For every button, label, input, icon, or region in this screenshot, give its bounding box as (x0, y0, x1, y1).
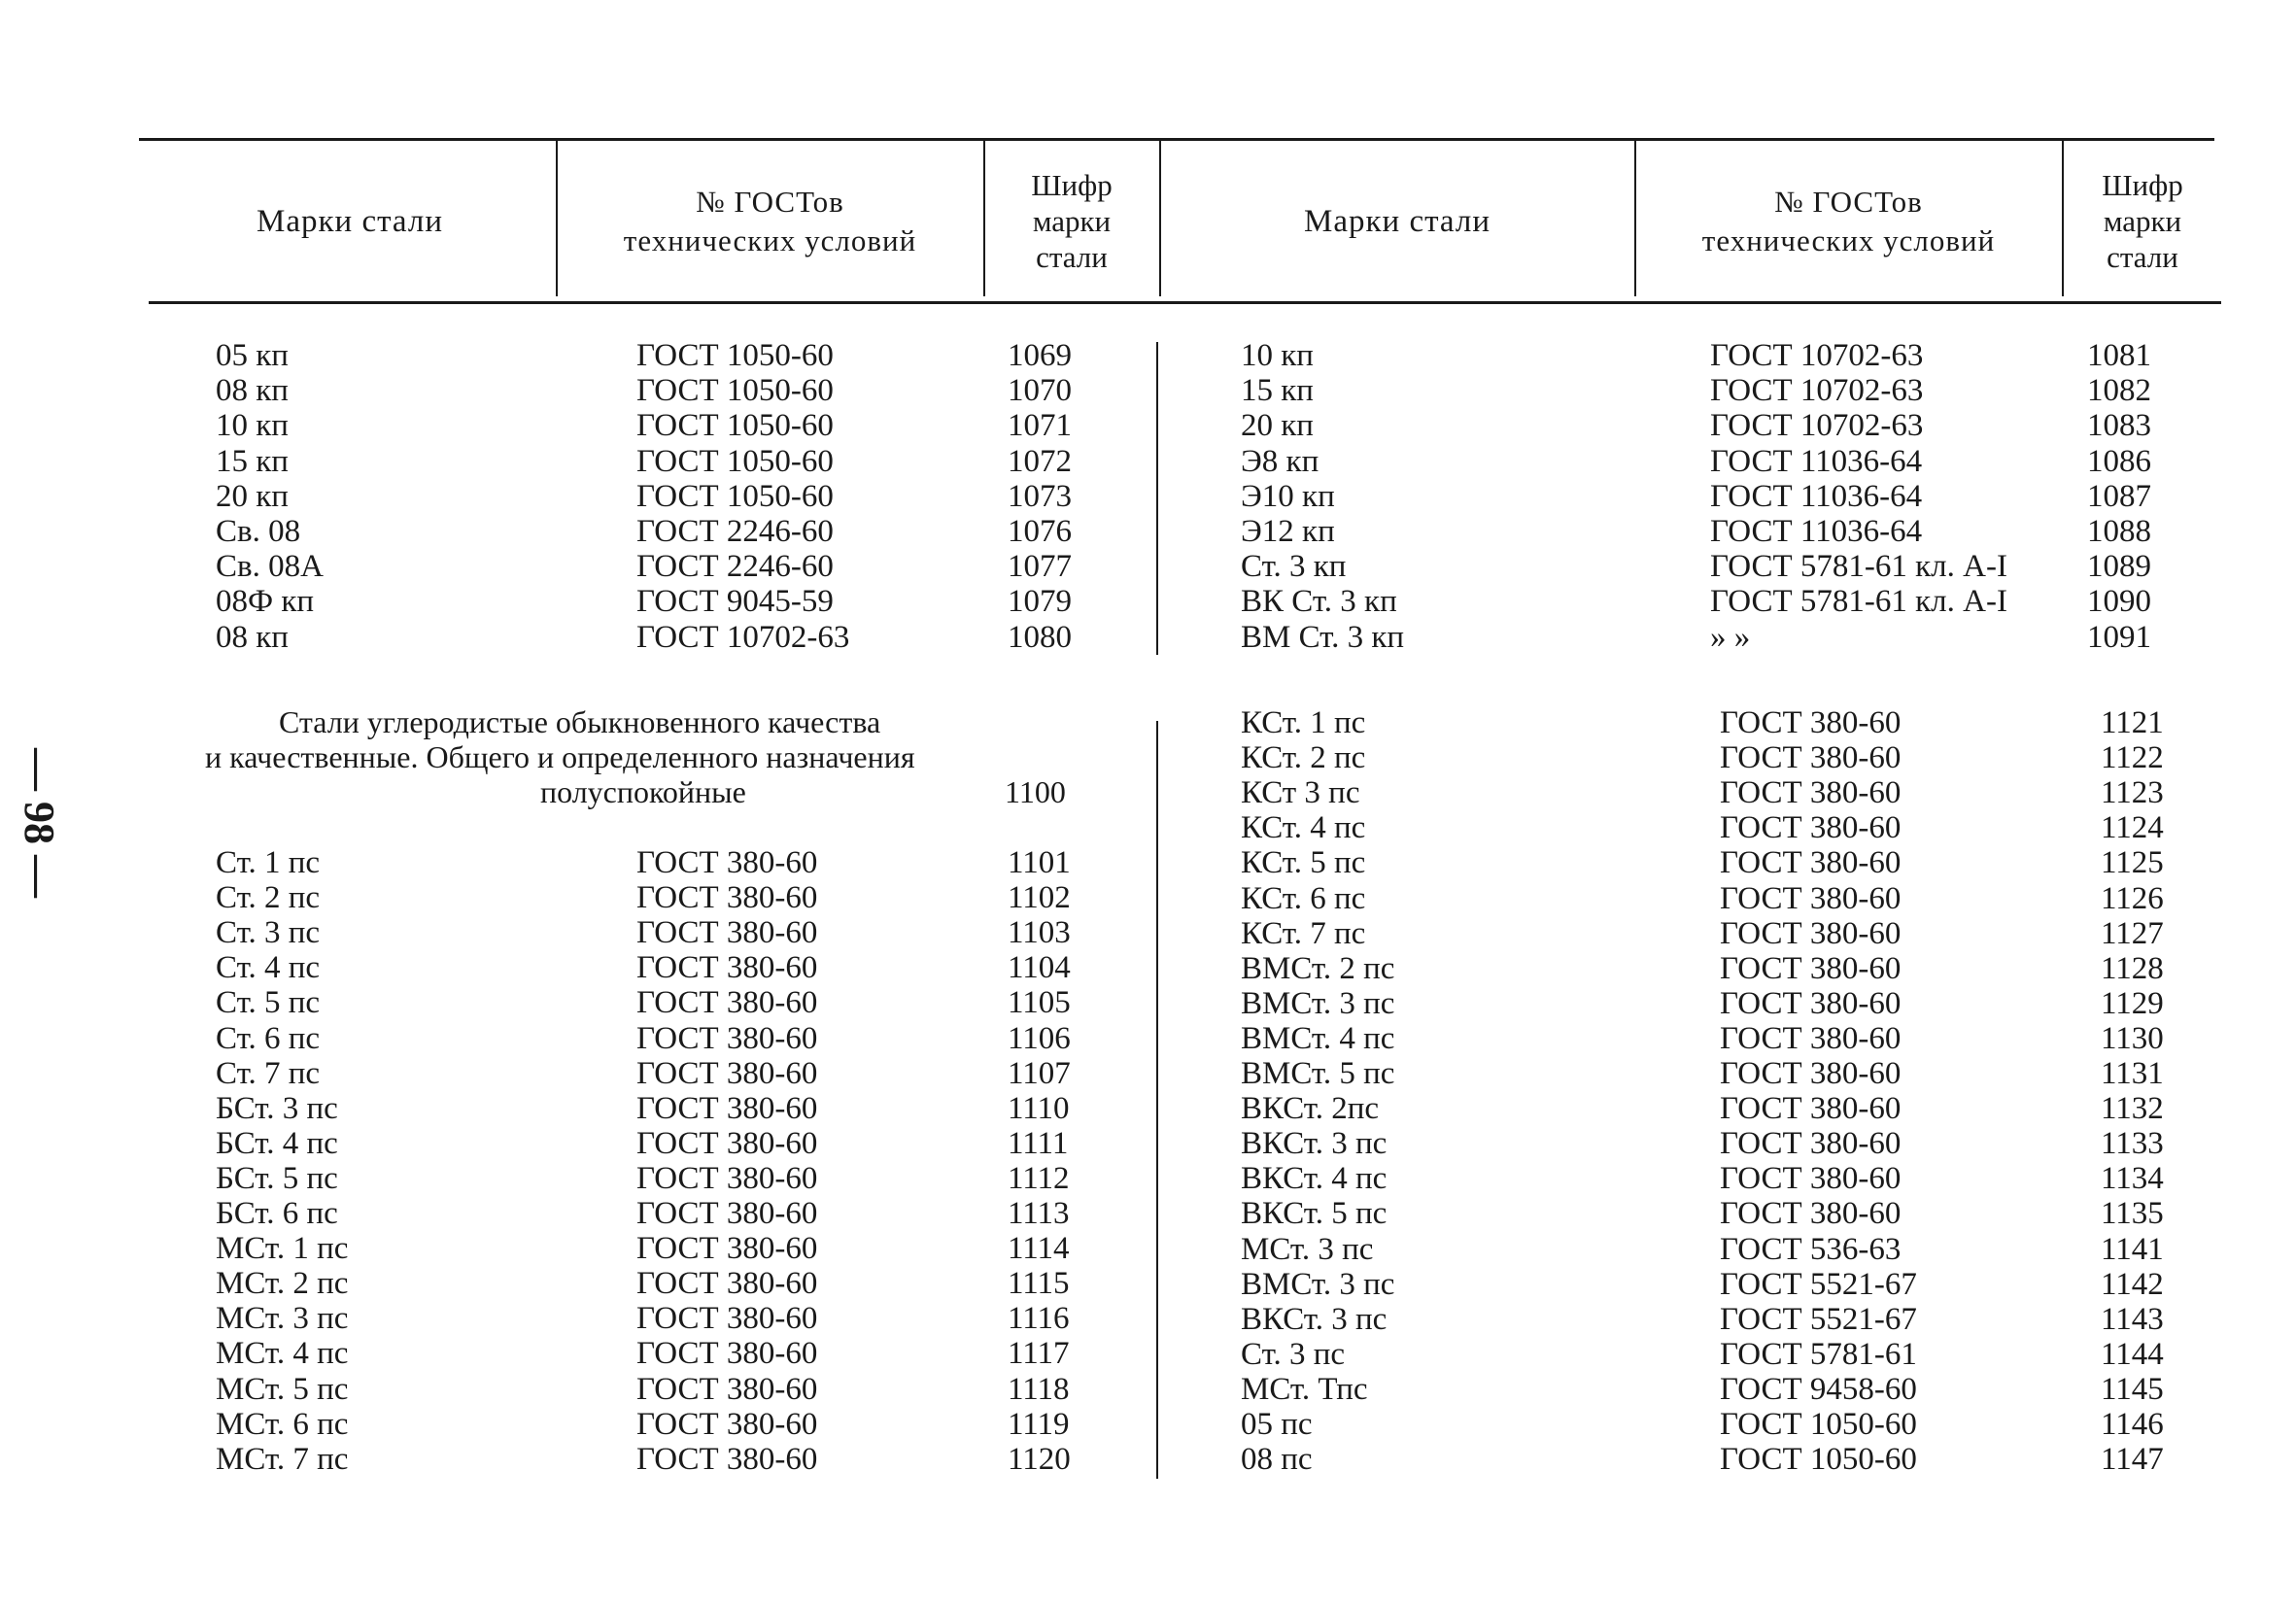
header-divider (1159, 141, 1161, 296)
cell-gost: ГОСТ 2246-60 (636, 549, 834, 584)
cell-name: ВМСт. 3 пс (1241, 986, 1395, 1021)
cell-gost: ГОСТ 380-60 (636, 1196, 818, 1231)
table-row (0, 1056, 2296, 1091)
cell-code: 1070 (1008, 373, 1072, 408)
table-row (0, 1161, 2296, 1196)
cell-name: КСт. 6 пс (1241, 881, 1366, 916)
cell-name: ВМСт. 2 пс (1241, 951, 1395, 986)
cell-code: 1130 (2101, 1021, 2164, 1056)
table-row (0, 1126, 2296, 1161)
cell-code: 1144 (2101, 1337, 2164, 1372)
cell-code: 1073 (1008, 479, 1072, 514)
table-row (0, 444, 2296, 479)
cell-name: КСт. 1 пс (1241, 705, 1366, 740)
cell-code: 1083 (2087, 408, 2151, 443)
cell-name: ВМСт. 5 пс (1241, 1056, 1395, 1091)
cell-name: 05 кп (216, 338, 289, 373)
cell-gost: ГОСТ 380-60 (1720, 951, 1902, 986)
table-row (0, 584, 2296, 619)
cell-name: КСт. 4 пс (1241, 810, 1366, 845)
cell-gost: ГОСТ 380-60 (636, 1442, 818, 1477)
cell-name: Ст. 4 пс (216, 950, 321, 985)
cell-code: 1125 (2101, 845, 2164, 880)
table-row (0, 1196, 2296, 1231)
cell-code: 1090 (2087, 584, 2151, 619)
cell-gost: ГОСТ 380-60 (636, 985, 818, 1020)
cell-gost: ГОСТ 9458-60 (1720, 1372, 1917, 1407)
table-row (0, 1267, 2296, 1302)
cell-gost: ГОСТ 10702-63 (1710, 373, 1924, 408)
cell-gost: ГОСТ 380-60 (1720, 881, 1902, 916)
cell-name: Э8 кп (1241, 444, 1319, 479)
cell-name: МСт. 1 пс (216, 1231, 349, 1266)
table-row (0, 916, 2296, 951)
cell-gost: ГОСТ 380-60 (1720, 1126, 1902, 1161)
cell-gost: ГОСТ 380-60 (1720, 1056, 1902, 1091)
cell-code: 1147 (2101, 1442, 2164, 1477)
cell-code: 1102 (1008, 880, 1071, 915)
cell-gost: ГОСТ 5521-67 (1720, 1302, 1917, 1337)
cell-gost: ГОСТ 380-60 (636, 1161, 818, 1196)
cell-name: ВКСт. 4 пс (1241, 1161, 1388, 1196)
cell-code: 1087 (2087, 479, 2151, 514)
cell-name: КСт 3 пс (1241, 775, 1360, 810)
cell-code: 1122 (2101, 740, 2164, 775)
cell-name: 10 кп (216, 408, 289, 443)
cell-name: МСт. Тпс (1241, 1372, 1368, 1407)
cell-name: ВКСт. 3 пс (1241, 1126, 1388, 1161)
cell-gost: ГОСТ 380-60 (1720, 775, 1902, 810)
cell-gost: ГОСТ 1050-60 (636, 373, 834, 408)
table-row (0, 1021, 2296, 1056)
cell-gost: ГОСТ 380-60 (636, 1266, 818, 1301)
cell-name: Э10 кп (1241, 479, 1335, 514)
cell-name: Ст. 3 пс (216, 915, 321, 950)
section-title-line1: Стали углеродистые обыкновенного качества (279, 704, 881, 739)
cell-code: 1107 (1008, 1056, 1071, 1091)
cell-code: 1079 (1008, 584, 1072, 619)
section-title-line3: полуспокойные (540, 774, 746, 809)
cell-code: 1113 (1008, 1196, 1070, 1231)
cell-code: 1120 (1008, 1442, 1071, 1477)
cell-gost: ГОСТ 1050-60 (1720, 1442, 1917, 1477)
cell-name: 10 кп (1241, 338, 1314, 373)
cell-code: 1132 (2101, 1091, 2164, 1126)
cell-gost: ГОСТ 10702-63 (636, 620, 850, 655)
cell-gost: ГОСТ 380-60 (636, 845, 818, 880)
cell-code: 1129 (2101, 986, 2164, 1021)
cell-code: 1115 (1008, 1266, 1070, 1301)
cell-gost: ГОСТ 1050-60 (636, 338, 834, 373)
cell-code: 1077 (1008, 549, 1072, 584)
table-row (0, 1407, 2296, 1442)
cell-code: 1143 (2101, 1302, 2164, 1337)
table-row (0, 1372, 2296, 1407)
cell-gost: ГОСТ 5781-61 (1720, 1337, 1917, 1372)
page-number: — 98 — (16, 748, 63, 898)
cell-gost: ГОСТ 380-60 (1720, 1091, 1902, 1126)
cell-code: 1117 (1008, 1336, 1070, 1371)
cell-name: Ст. 2 пс (216, 880, 321, 915)
cell-code: 1112 (1008, 1161, 1070, 1196)
cell-code: 1101 (1008, 845, 1071, 880)
cell-gost: ГОСТ 380-60 (636, 950, 818, 985)
cell-name: КСт. 7 пс (1241, 916, 1366, 951)
cell-code: 1071 (1008, 408, 1072, 443)
cell-name: Ст. 1 пс (216, 845, 321, 880)
table-top-rule (139, 138, 2214, 141)
cell-gost: ГОСТ 380-60 (636, 1372, 818, 1407)
cell-gost: ГОСТ 1050-60 (636, 479, 834, 514)
table-row (0, 951, 2296, 986)
cell-name: МСт. 4 пс (216, 1336, 349, 1371)
cell-gost: ГОСТ 380-60 (636, 1021, 818, 1056)
cell-name: 15 кп (1241, 373, 1314, 408)
cell-gost: ГОСТ 9045-59 (636, 584, 834, 619)
cell-code: 1123 (2101, 775, 2164, 810)
cell-code: 1105 (1008, 985, 1071, 1020)
cell-gost: ГОСТ 380-60 (636, 1336, 818, 1371)
cell-gost: ГОСТ 380-60 (636, 915, 818, 950)
cell-code: 1104 (1008, 950, 1071, 985)
table-row (0, 620, 2296, 655)
cell-code: 1135 (2101, 1196, 2164, 1231)
cell-gost: ГОСТ 380-60 (1720, 1161, 1902, 1196)
cell-name: Ст. 3 пс (1241, 1337, 1346, 1372)
cell-gost: ГОСТ 5781-61 кл. А-I (1710, 549, 2007, 584)
header-right-col-code: Шифр марки стали (2102, 168, 2183, 274)
cell-code: 1080 (1008, 620, 1072, 655)
cell-code: 1072 (1008, 444, 1072, 479)
cell-gost: ГОСТ 1050-60 (1720, 1407, 1917, 1442)
table-row (0, 775, 2296, 810)
cell-name: 08 кп (216, 373, 289, 408)
cell-name: ВМСт. 4 пс (1241, 1021, 1395, 1056)
header-divider (556, 141, 558, 296)
cell-name: 08 кп (216, 620, 289, 655)
header-divider (983, 141, 985, 296)
header-right-col-gost: № ГОСТов технических условий (1701, 184, 1996, 257)
header-right-col-name: Марки стали (1304, 203, 1491, 239)
cell-gost: ГОСТ 380-60 (1720, 845, 1902, 880)
table-row (0, 1091, 2296, 1126)
cell-name: 05 пс (1241, 1407, 1313, 1442)
cell-name: БСт. 3 пс (216, 1091, 338, 1126)
cell-gost: ГОСТ 11036-64 (1710, 444, 1923, 479)
cell-code: 1134 (2101, 1161, 2164, 1196)
cell-gost: » » (1710, 620, 1751, 655)
cell-gost: ГОСТ 380-60 (636, 1231, 818, 1266)
cell-name: Ст. 7 пс (216, 1056, 321, 1091)
table-row (0, 705, 2296, 740)
section-title-line2: и качественные. Общего и определенного назначения (205, 739, 915, 774)
cell-gost: ГОСТ 11036-64 (1710, 514, 1923, 549)
cell-name: МСт. 2 пс (216, 1266, 349, 1301)
cell-name: БСт. 6 пс (216, 1196, 338, 1231)
cell-name: ВКСт. 5 пс (1241, 1196, 1388, 1231)
cell-code: 1127 (2101, 916, 2164, 951)
table-row (0, 1302, 2296, 1337)
cell-gost: ГОСТ 380-60 (636, 1056, 818, 1091)
cell-name: МСт. 5 пс (216, 1372, 349, 1407)
section-code: 1100 (1005, 774, 1066, 809)
cell-code: 1106 (1008, 1021, 1071, 1056)
cell-gost: ГОСТ 11036-64 (1710, 479, 1923, 514)
cell-name: 20 кп (1241, 408, 1314, 443)
cell-name: МСт. 3 пс (1241, 1232, 1374, 1267)
cell-code: 1082 (2087, 373, 2151, 408)
header-left-col-name: Марки стали (257, 203, 443, 239)
cell-code: 1131 (2101, 1056, 2164, 1091)
cell-gost: ГОСТ 380-60 (1720, 1021, 1902, 1056)
cell-code: 1124 (2101, 810, 2164, 845)
table-row (0, 514, 2296, 549)
cell-name: КСт. 2 пс (1241, 740, 1366, 775)
cell-gost: ГОСТ 380-60 (636, 1407, 818, 1442)
cell-name: 08 пс (1241, 1442, 1313, 1477)
cell-code: 1088 (2087, 514, 2151, 549)
cell-name: МСт. 6 пс (216, 1407, 349, 1442)
header-divider (1634, 141, 1636, 296)
cell-code: 1076 (1008, 514, 1072, 549)
cell-name: ВМ Ст. 3 кп (1241, 620, 1405, 655)
cell-name: Св. 08 (216, 514, 301, 549)
cell-code: 1141 (2101, 1232, 2164, 1267)
cell-code: 1086 (2087, 444, 2151, 479)
cell-code: 1133 (2101, 1126, 2164, 1161)
cell-code: 1116 (1008, 1301, 1070, 1336)
cell-name: ВКСт. 3 пс (1241, 1302, 1388, 1337)
table-row (0, 845, 2296, 880)
cell-gost: ГОСТ 380-60 (1720, 810, 1902, 845)
cell-code: 1126 (2101, 881, 2164, 916)
cell-gost: ГОСТ 10702-63 (1710, 408, 1924, 443)
cell-gost: ГОСТ 380-60 (1720, 986, 1902, 1021)
cell-name: ВМСт. 3 пс (1241, 1267, 1395, 1302)
cell-name: БСт. 4 пс (216, 1126, 338, 1161)
table-row (0, 338, 2296, 373)
cell-name: 15 кп (216, 444, 289, 479)
cell-code: 1103 (1008, 915, 1071, 950)
cell-gost: ГОСТ 380-60 (1720, 705, 1902, 740)
cell-code: 1111 (1008, 1126, 1069, 1161)
cell-gost: ГОСТ 1050-60 (636, 444, 834, 479)
cell-gost: ГОСТ 380-60 (636, 1091, 818, 1126)
cell-gost: ГОСТ 536-63 (1720, 1232, 1902, 1267)
cell-name: Ст. 3 кп (1241, 549, 1347, 584)
cell-code: 1118 (1008, 1372, 1070, 1407)
cell-name: Ст. 5 пс (216, 985, 321, 1020)
cell-code: 1121 (2101, 705, 2164, 740)
cell-code: 1146 (2101, 1407, 2164, 1442)
table-row (0, 408, 2296, 443)
cell-code: 1142 (2101, 1267, 2164, 1302)
table-row (0, 479, 2296, 514)
table-row (0, 810, 2296, 845)
header-bottom-rule (149, 301, 2221, 304)
cell-code: 1091 (2087, 620, 2151, 655)
table-row (0, 1337, 2296, 1372)
cell-name: МСт. 7 пс (216, 1442, 349, 1477)
cell-gost: ГОСТ 5521-67 (1720, 1267, 1917, 1302)
cell-code: 1114 (1008, 1231, 1070, 1266)
cell-name: КСт. 5 пс (1241, 845, 1366, 880)
cell-gost: ГОСТ 380-60 (636, 1126, 818, 1161)
cell-code: 1119 (1008, 1407, 1070, 1442)
table-row (0, 373, 2296, 408)
cell-name: Э12 кп (1241, 514, 1335, 549)
cell-name: МСт. 3 пс (216, 1301, 349, 1336)
cell-name: БСт. 5 пс (216, 1161, 338, 1196)
cell-gost: ГОСТ 380-60 (636, 1301, 818, 1336)
cell-name: 08Ф кп (216, 584, 315, 619)
header-left-col-code: Шифр марки стали (1031, 168, 1113, 274)
table-row (0, 881, 2296, 916)
cell-name: 20 кп (216, 479, 289, 514)
cell-gost: ГОСТ 10702-63 (1710, 338, 1924, 373)
cell-gost: ГОСТ 2246-60 (636, 514, 834, 549)
cell-name: ВК Ст. 3 кп (1241, 584, 1397, 619)
cell-gost: ГОСТ 380-60 (1720, 916, 1902, 951)
cell-code: 1110 (1008, 1091, 1070, 1126)
table-row (0, 740, 2296, 775)
table-row (0, 1442, 2296, 1477)
header-left-col-gost: № ГОСТов технических условий (623, 184, 917, 257)
cell-code: 1089 (2087, 549, 2151, 584)
cell-gost: ГОСТ 380-60 (636, 880, 818, 915)
cell-gost: ГОСТ 380-60 (1720, 1196, 1902, 1231)
table-row (0, 986, 2296, 1021)
cell-name: Ст. 6 пс (216, 1021, 321, 1056)
table-row (0, 1232, 2296, 1267)
cell-gost: ГОСТ 1050-60 (636, 408, 834, 443)
cell-code: 1145 (2101, 1372, 2164, 1407)
table-row (0, 549, 2296, 584)
cell-code: 1069 (1008, 338, 1072, 373)
cell-gost: ГОСТ 380-60 (1720, 740, 1902, 775)
header-divider (2062, 141, 2064, 296)
cell-code: 1081 (2087, 338, 2151, 373)
cell-gost: ГОСТ 5781-61 кл. А-I (1710, 584, 2007, 619)
cell-name: Св. 08А (216, 549, 324, 584)
cell-name: ВКСт. 2пс (1241, 1091, 1380, 1126)
cell-code: 1128 (2101, 951, 2164, 986)
